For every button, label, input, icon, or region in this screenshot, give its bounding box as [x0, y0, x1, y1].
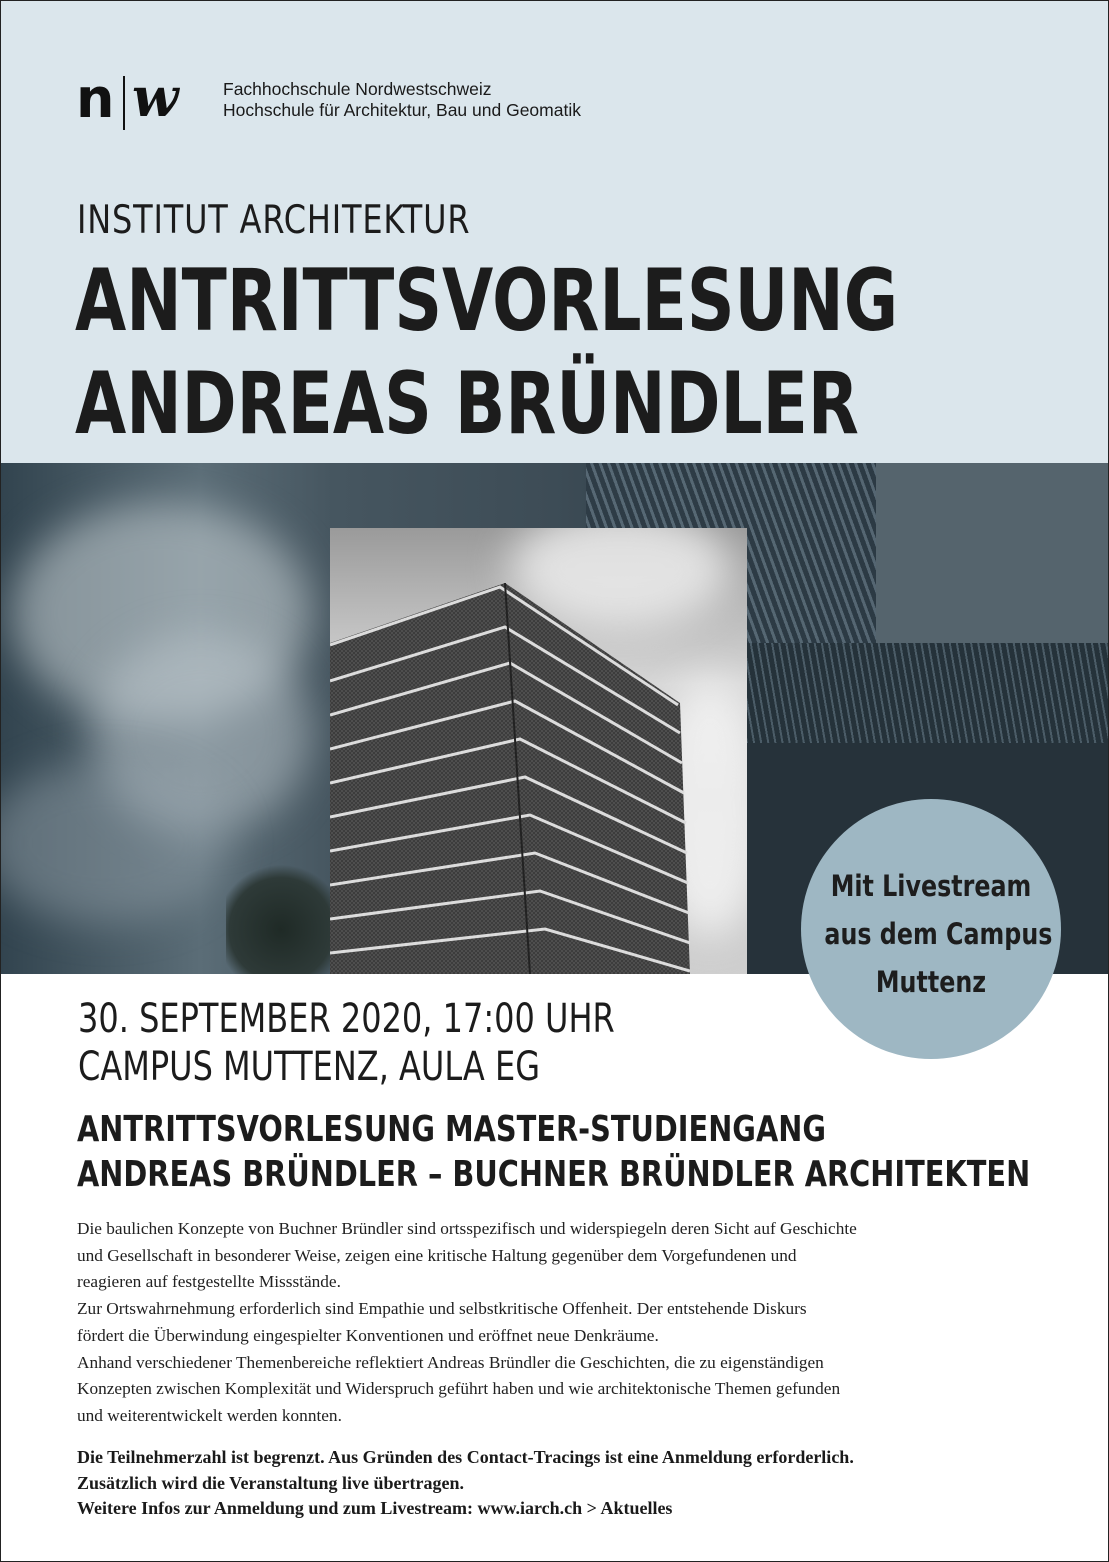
- notice-line: Die Teilnehmerzahl ist begrenzt. Aus Gründen des Contact-Tracings ist eine Anmeldung erforderlich.: [77, 1447, 854, 1467]
- badge-line2: aus dem Campus: [824, 917, 1053, 951]
- registration-notice: [77, 1445, 1077, 1522]
- lecture-subtitle: [77, 1107, 1030, 1197]
- title-line2: ANDREAS BRÜNDLER: [75, 354, 859, 454]
- subtitle-line2: ANDREAS BRÜNDLER – BUCHNER BRÜNDLER ARCHITEKTEN: [77, 1154, 1031, 1195]
- body-line: und weiterentwickelt werden konnten.: [77, 1405, 342, 1425]
- body-line: fördert die Überwindung eingespielter Konventionen und eröffnet neue Denkräume.: [77, 1325, 659, 1345]
- notice-line: Zusätzlich wird die Veranstaltung live übertragen.: [77, 1472, 465, 1493]
- tower-building-image: [330, 583, 690, 974]
- body-line: Anhand verschiedener Themenbereiche reflektiert Andreas Bründler die Geschichten, die zu eigenständigen: [77, 1352, 824, 1372]
- badge-line1: Mit Livestream: [830, 869, 1032, 903]
- school-name: [223, 79, 581, 121]
- body-line: und Gesellschaft in besonderer Weise, zeigen eine kritische Haltung gegenüber dem Vorgefundenen und: [77, 1245, 797, 1265]
- school-name-line1: Fachhochschule Nordwestschweiz: [223, 79, 492, 99]
- body-line: Konzepten zwischen Komplexität und Widerspruch geführt haben und wie architektonische Themen gefunden: [77, 1379, 841, 1399]
- body-line: Zur Ortswahrnehmung erforderlich sind Empathie und selbstkritische Offenheit. Der entstehende Diskurs: [77, 1299, 807, 1319]
- body-line: Die baulichen Konzepte von Buchner Bründler sind ortsspezifisch und widerspiegeln deren Sicht auf Geschichte: [77, 1219, 857, 1238]
- institute-label: INSTITUT ARCHITEKTUR: [77, 198, 471, 243]
- title-line1: ANTRITTSVORLESUNG: [75, 251, 899, 351]
- event-date-time: 30. SEPTEMBER 2020, 17:00 UHR: [78, 996, 615, 1042]
- body-line: reagieren auf festgestellte Missstände.: [77, 1272, 341, 1292]
- subtitle-line1: ANTRITTSVORLESUNG MASTER-STUDIENGANG: [77, 1109, 826, 1150]
- page-title: [75, 250, 898, 456]
- trees: [226, 863, 336, 974]
- notice-line: Weitere Infos zur Anmeldung und zum Livestream: www.iarch.ch > Aktuelles: [77, 1498, 673, 1518]
- badge-line3: Muttenz: [875, 965, 987, 999]
- school-name-line2: Hochschule für Architektur, Bau und Geomatik: [223, 100, 581, 120]
- stone-wall: [876, 463, 1108, 643]
- event-location: CAMPUS MUTTENZ, AULA EG: [78, 1044, 540, 1090]
- livestream-badge: [801, 799, 1061, 1059]
- tower-photo: [330, 528, 747, 974]
- fhnw-logo-icon: n w: [76, 65, 179, 130]
- description-text: [77, 1216, 1037, 1430]
- event-info: [78, 995, 615, 1091]
